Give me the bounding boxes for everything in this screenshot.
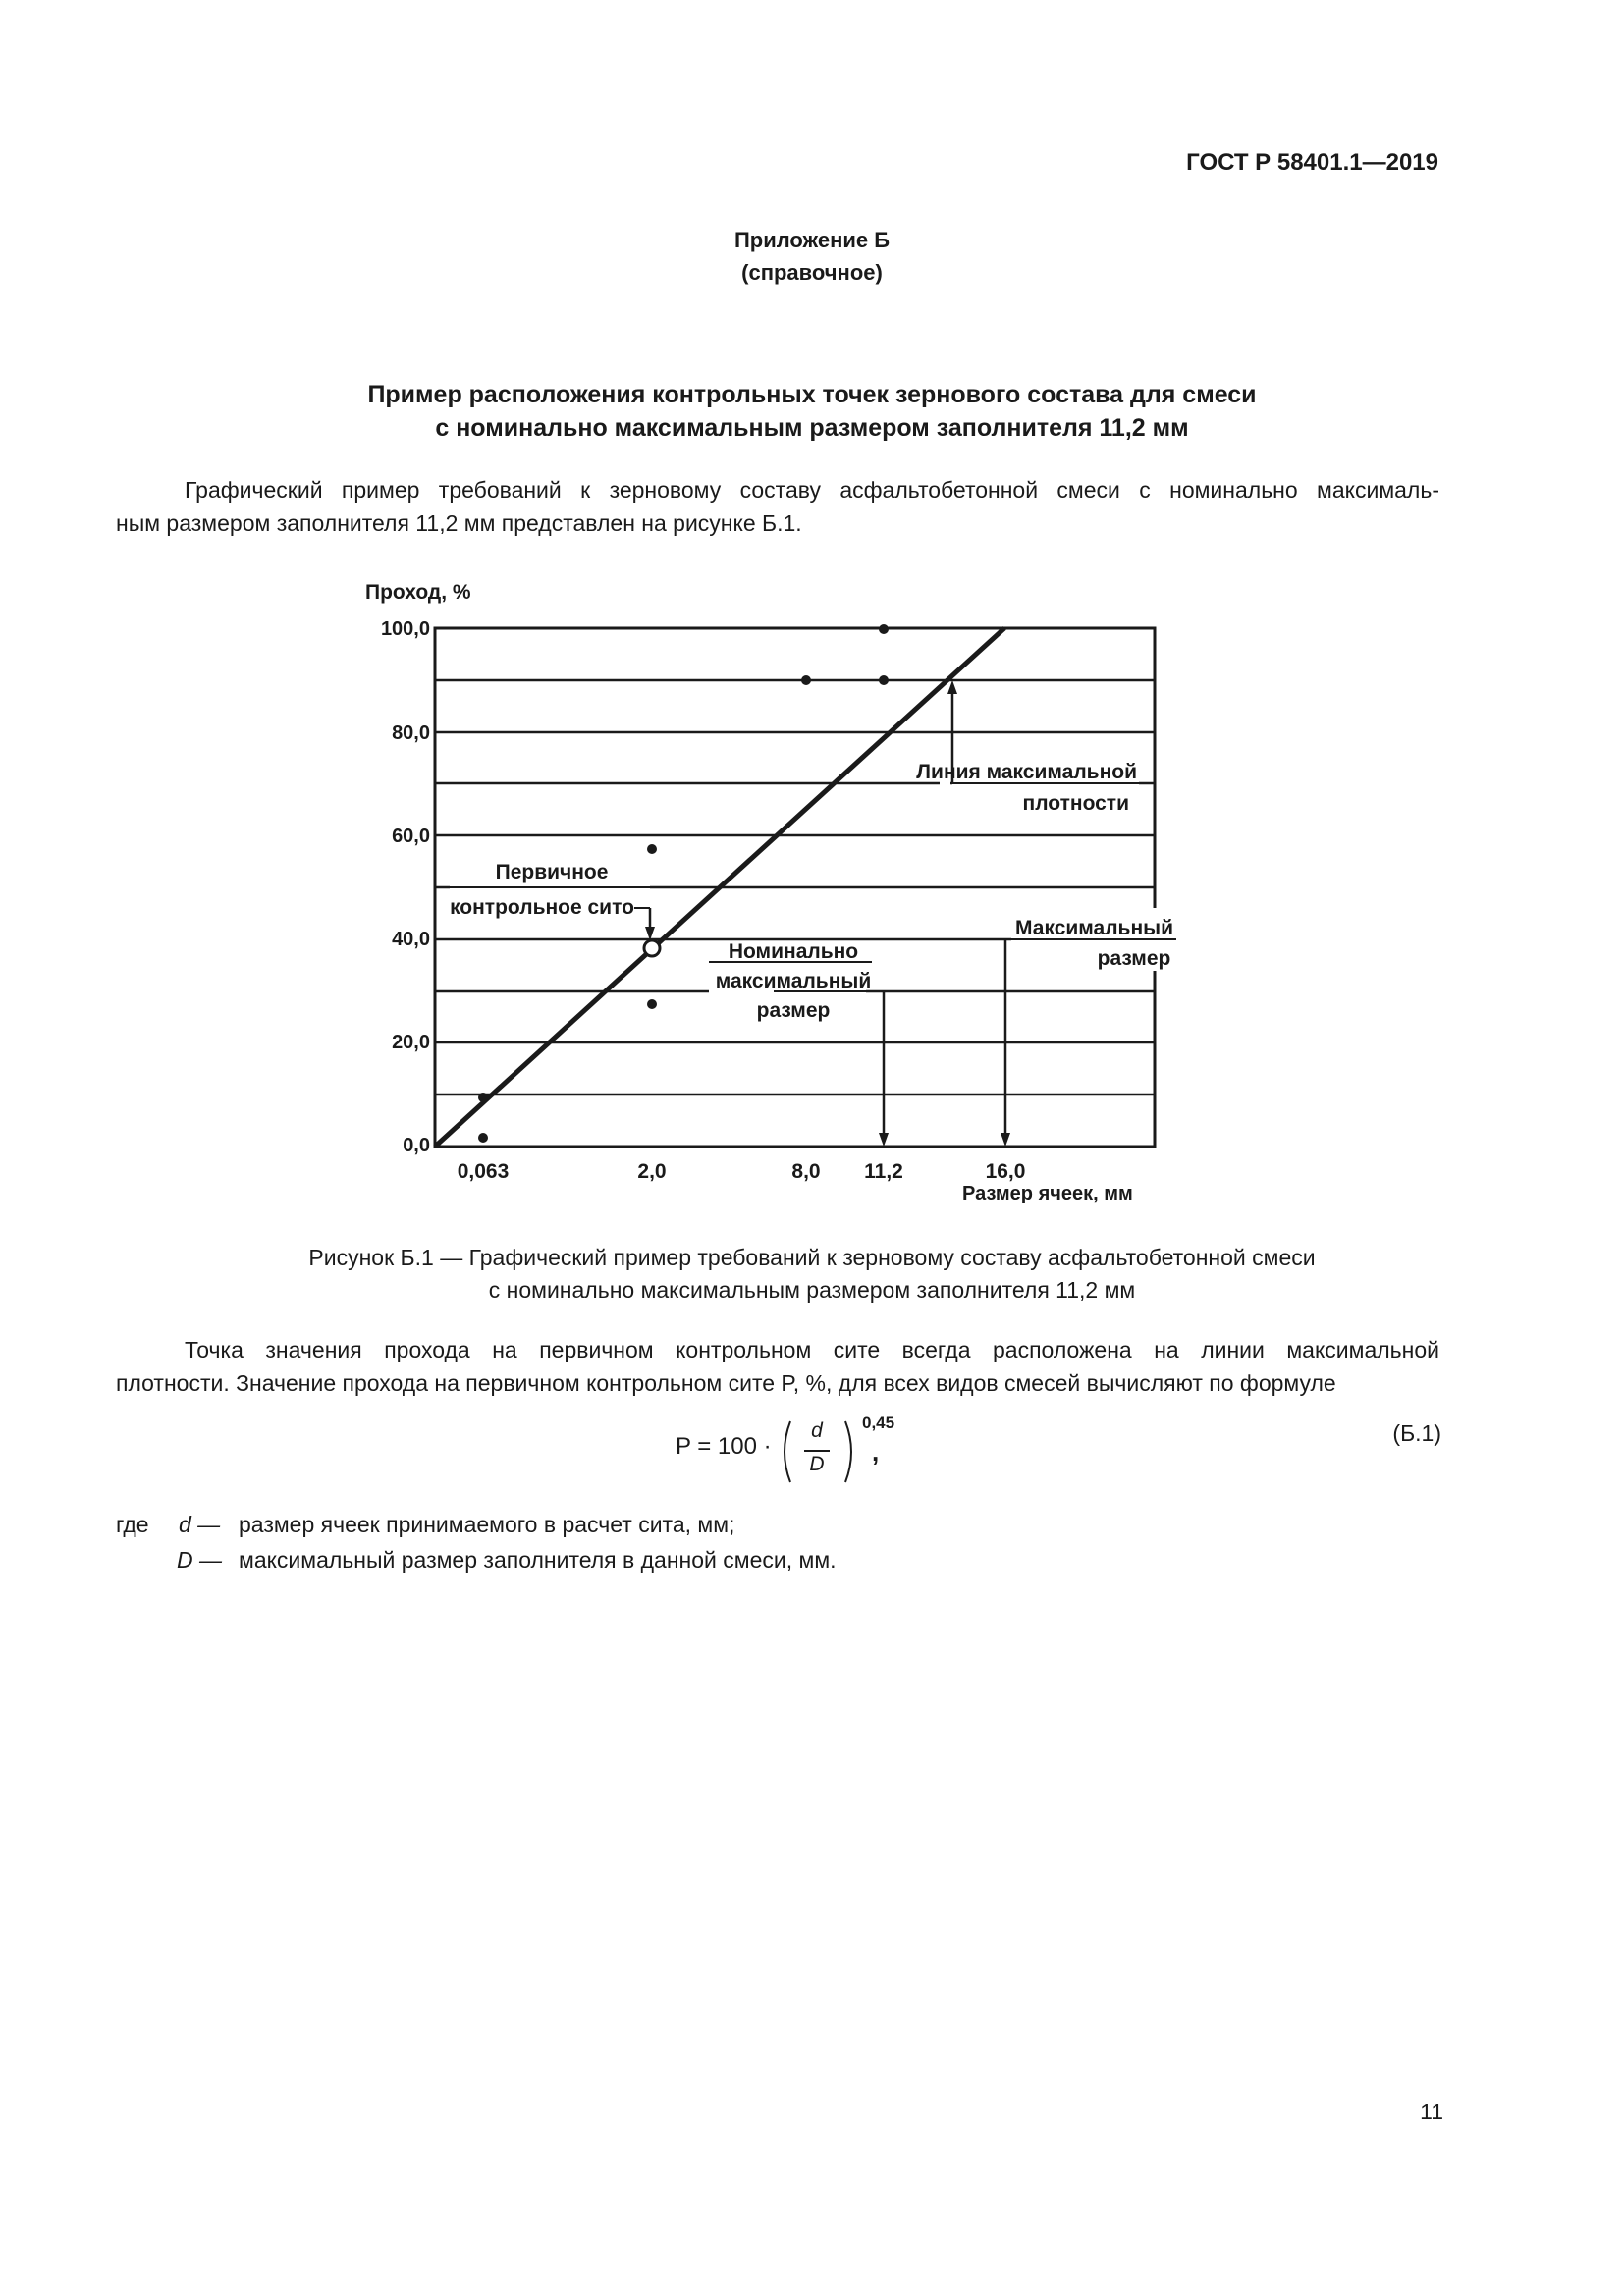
intro-line1: Графический пример требований к зерновому составу асфальтобетонной смеси с номинально максималь- xyxy=(185,477,1439,503)
formula-comma: , xyxy=(872,1437,880,1467)
body-line2: плотности. Значение прохода на первичном контрольном сите P, %, для всех видов смесей вычисляют по формуле xyxy=(116,1370,1336,1396)
formula-denominator: D xyxy=(809,1453,825,1475)
y-tick-0: 0,0 xyxy=(403,1135,430,1156)
where-lead: где xyxy=(116,1512,149,1537)
section-title-line1: Пример расположения контрольных точек зернового состава для смеси xyxy=(367,381,1257,408)
page-number: 11 xyxy=(1420,2099,1443,2124)
control-point xyxy=(478,1133,488,1143)
control-point xyxy=(478,1093,488,1102)
y-tick-60: 60,0 xyxy=(392,826,430,847)
y-tick-40: 40,0 xyxy=(392,929,430,950)
standard-number: ГОСТ Р 58401.1—2019 xyxy=(1186,149,1438,176)
where-d-symbol: d — xyxy=(179,1512,221,1537)
x-tick-11-2: 11,2 xyxy=(864,1160,903,1183)
body-line1: Точка значения прохода на первичном контрольном сите всегда расположена на линии максимальной xyxy=(185,1337,1439,1362)
x-tick-0063: 0,063 xyxy=(457,1160,510,1183)
control-point xyxy=(879,624,889,634)
y-axis-label: Проход, % xyxy=(365,581,471,604)
x-axis-label: Размер ячеек, мм xyxy=(962,1183,1133,1204)
control-point xyxy=(647,844,657,854)
x-tick-2: 2,0 xyxy=(637,1160,667,1183)
where-D-symbol: D — xyxy=(177,1547,222,1573)
appendix-subtitle: (справочное) xyxy=(741,260,883,285)
formula-number: (Б.1) xyxy=(1392,1420,1441,1446)
y-tick-80: 80,0 xyxy=(392,722,430,744)
section-title-line2: с номинально максимальным размером заполнителя 11,2 мм xyxy=(435,414,1189,442)
primary-control-point xyxy=(644,940,660,956)
control-point xyxy=(801,675,811,685)
intro-line2: ным размером заполнителя 11,2 мм представлен на рисунке Б.1. xyxy=(116,510,802,536)
where-d-text: размер ячеек принимаемого в расчет сита, мм; xyxy=(239,1512,735,1537)
formula-b1 xyxy=(676,1414,911,1492)
figure-caption-line2: с номинально максимальным размером заполнителя 11,2 мм xyxy=(488,1277,1136,1303)
figure-caption-line1: Рисунок Б.1 — Графический пример требований к зерновому составу асфальтобетонной смеси xyxy=(308,1245,1316,1270)
callout-primary-sieve-line1: Первичное xyxy=(495,861,609,883)
formula-fraction xyxy=(786,1419,847,1482)
y-tick-20: 20,0 xyxy=(392,1032,430,1053)
callout-max-size-line2: размер xyxy=(1097,947,1171,970)
appendix-title: Приложение Б xyxy=(733,228,891,252)
x-tick-16: 16,0 xyxy=(985,1160,1026,1183)
callout-nominal-line1: Номинально xyxy=(728,940,859,963)
control-point xyxy=(879,675,889,685)
formula-exponent: 0,45 xyxy=(862,1414,895,1432)
callout-max-density-line1: Линия максимальной xyxy=(916,761,1137,783)
callout-max-density-line2: плотности xyxy=(1022,792,1129,815)
formula-numerator: d xyxy=(811,1419,823,1442)
control-point xyxy=(647,999,657,1009)
callout-primary-sieve-line2: контрольное сито xyxy=(450,896,634,919)
callout-nominal-line3: размер xyxy=(756,999,831,1022)
formula-lhs: P = 100 · xyxy=(676,1433,779,1460)
callout-max-size-line1: Максимальный xyxy=(1015,917,1173,939)
where-D-text: максимальный размер заполнителя в данной смеси, мм. xyxy=(239,1547,837,1573)
callout-nominal-line2: максимальный xyxy=(715,970,872,992)
x-tick-8: 8,0 xyxy=(791,1160,821,1183)
grading-chart xyxy=(334,569,1218,1217)
y-tick-100: 100,0 xyxy=(380,618,430,640)
